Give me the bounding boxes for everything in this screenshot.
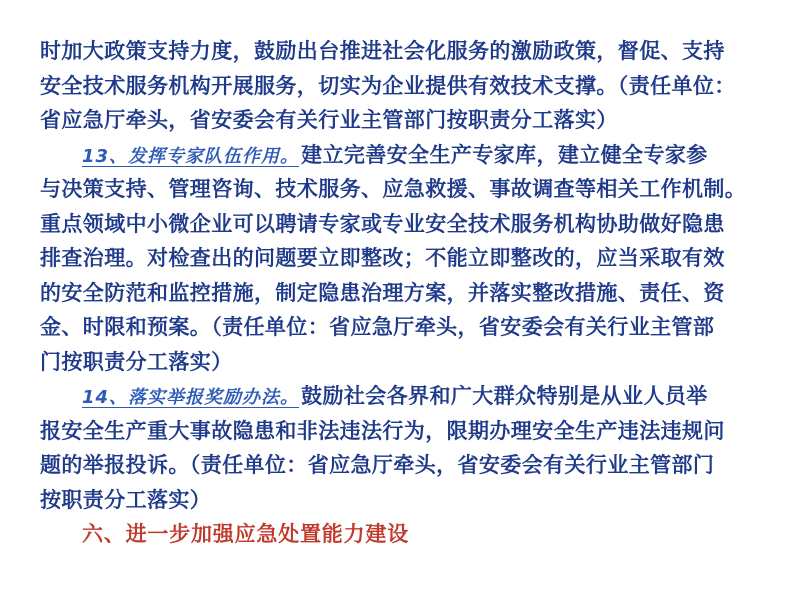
paragraph-line: 省应急厅牵头，省安委会有关行业主管部门按职责分工落实） xyxy=(40,107,618,132)
item-14-heading: 14、落实举报奖励办法。 xyxy=(82,387,300,408)
paragraph-line: 金、时限和预案。（责任单位：省应急厅牵头，省安委会有关行业主管部 xyxy=(40,314,715,339)
paragraph-line: 排查治理。对检查出的问题要立即整改；不能立即整改的，应当采取有效 xyxy=(40,245,725,270)
paragraph-line: 按职责分工落实） xyxy=(40,486,212,512)
paragraph-line: 安全技术服务机构开展服务，切实为企业提供有效技术支撑。（责任单位： xyxy=(40,72,736,98)
paragraph-line: 时加大政策支持力度，鼓励出台推进社会化服务的激励政策，督促、支持 xyxy=(40,38,725,63)
paragraph-line: 重点领域中小微企业可以聘请专家或专业安全技术服务机构协助做好隐患 xyxy=(40,210,725,236)
paragraph-line: 与决策支持、管理咨询、技术服务、应急救援、事故调查等相关工作机制。 xyxy=(40,176,747,201)
item-13-text: 建立完善安全生产专家库，建立健全专家参 xyxy=(301,141,708,167)
item-14-text: 鼓励社会各界和广大群众特别是从业人员举 xyxy=(301,383,708,408)
item-13-first-line xyxy=(40,138,762,173)
section-6-title-line xyxy=(40,517,762,552)
paragraph-line: 报安全生产重大事故隐患和非法违法行为，限期办理安全生产违法违规问 xyxy=(40,417,725,443)
paragraph-line: 题的举报投诉。（责任单位：省应急厅牵头，省安委会有关行业主管部门 xyxy=(40,452,715,477)
item-14-first-line xyxy=(40,379,762,414)
paragraph-line: 门按职责分工落实） xyxy=(40,348,233,374)
section-6-title: 六、进一步加强应急处置能力建设 xyxy=(82,522,409,546)
paragraph-line: 的安全防范和监控措施，制定隐患治理方案，并落实整改措施、责任、资 xyxy=(40,279,725,305)
item-13-heading: 13、发挥专家队伍作用。 xyxy=(82,145,300,167)
